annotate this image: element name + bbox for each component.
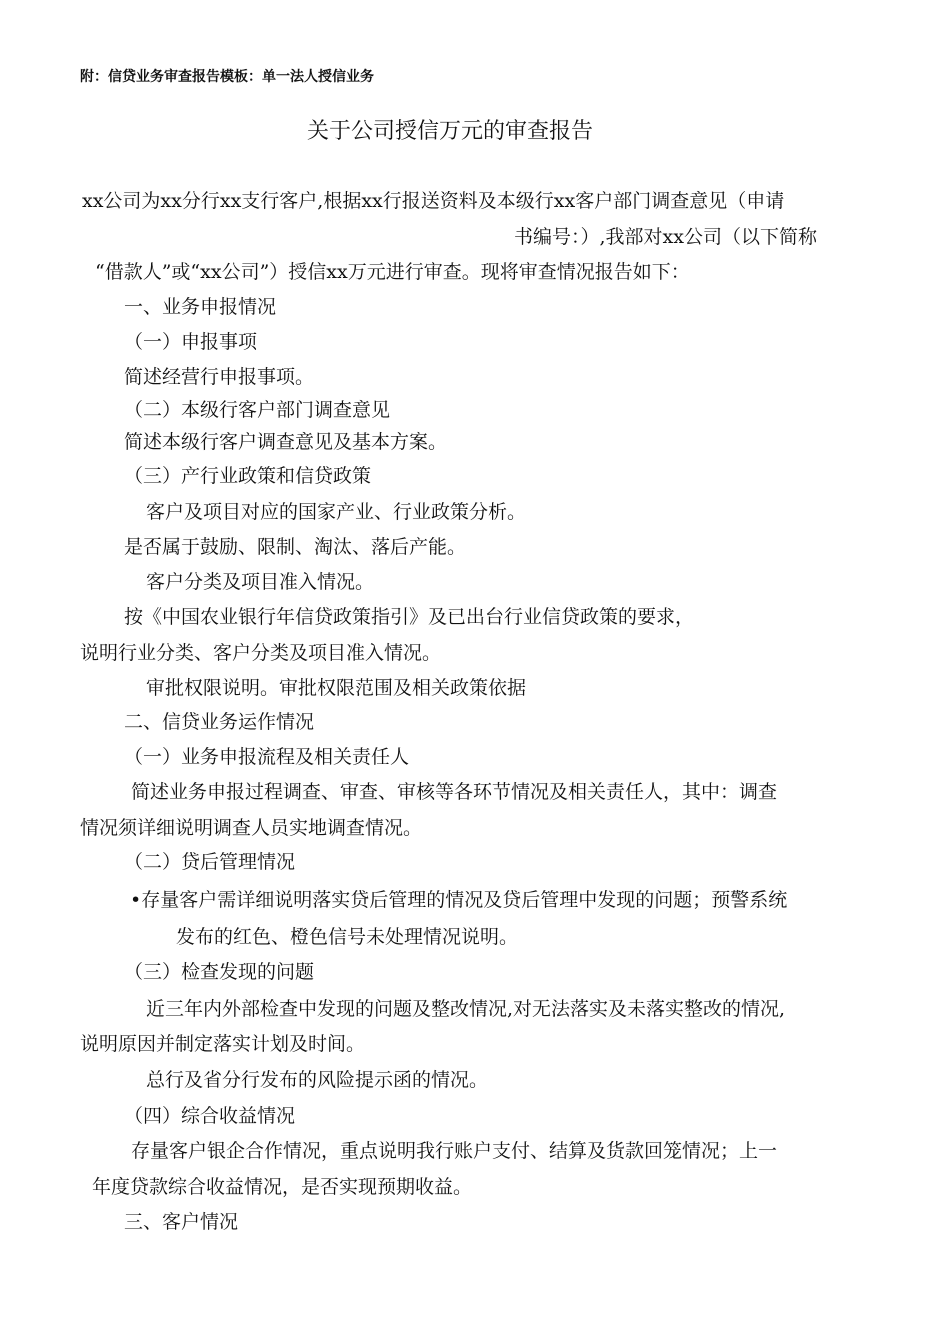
section-2-sub-1-heading: （一）业务申报流程及相关责任人	[124, 746, 410, 768]
section-2-sub-1-line: 简述业务申报过程调查、审查、审核等各环节情况及相关责任人，其中：调查	[131, 781, 778, 803]
section-1-sub-3-line: 是否属于鼓励、限制、淘汰、落后产能。	[124, 536, 467, 558]
section-2-heading: 二、信贷业务运作情况	[124, 711, 315, 733]
intro-line-3: “借款人”或“xx公司”）授信xx万元进行审查。现将审查情况报告如下：	[95, 261, 690, 283]
section-2-sub-4-line: 存量客户银企合作情况，重点说明我行账户支付、结算及货款回笼情况；上一	[131, 1140, 778, 1162]
section-2-sub-3-line: 说明原因并制定落实计划及时间。	[80, 1033, 366, 1055]
section-2-sub-2-heading: （二）贷后管理情况	[124, 851, 296, 873]
section-2-sub-4-line: 年度贷款综合收益情况，是否实现预期收益。	[92, 1176, 473, 1198]
section-2-sub-3-line: 总行及省分行发布的风险提示函的情况。	[146, 1069, 489, 1091]
intro-line-1: xx公司为xx分行xx支行客户,根据xx行报送资料及本级行xx客户部门调查意见（申请	[82, 190, 785, 212]
section-2-sub-3-line: 近三年内外部检查中发现的问题及整改情况,对无法落实及未落实整改的情况,	[146, 998, 786, 1020]
document-title: 关于公司授信万元的审查报告	[307, 119, 594, 144]
section-1-sub-2-text: 简述本级行客户调查意见及基本方案。	[124, 431, 448, 453]
section-2-sub-4-heading: （四）综合收益情况	[124, 1105, 296, 1127]
section-1-sub-3-heading: （三）产行业政策和信贷政策	[124, 465, 372, 487]
section-1-sub-3-line: 说明行业分类、客户分类及项目准入情况。	[80, 642, 442, 664]
section-3-heading: 三、客户情况	[124, 1211, 239, 1233]
section-2-sub-2-line: 发布的红色、橙色信号未处理情况说明。	[176, 926, 519, 948]
section-1-sub-3-line: 客户分类及项目准入情况。	[146, 571, 375, 593]
section-1-sub-2-heading: （二）本级行客户部门调查意见	[124, 399, 391, 421]
section-2-sub-2-line: •存量客户需详细说明落实贷后管理的情况及贷后管理中发现的问题；预警系统	[130, 889, 788, 911]
intro-line-2: 书编号：）,我部对xx公司（以下简称	[514, 226, 817, 248]
section-1-sub-3-line: 客户及项目对应的国家产业、行业政策分析。	[146, 501, 527, 523]
document-header: 附：信贷业务审查报告模板：单一法人授信业务	[80, 69, 374, 85]
section-2-sub-3-heading: （三）检查发现的问题	[124, 961, 315, 983]
section-1-sub-3-line: 审批权限说明。审批权限范围及相关政策依据	[146, 677, 527, 699]
section-1-sub-3-line: 按《中国农业银行年信贷政策指引》及已出台行业信贷政策的要求，	[124, 606, 695, 628]
section-2-sub-1-line: 情况须详细说明调查人员实地调查情况。	[80, 817, 423, 839]
section-1-sub-1-text: 简述经营行申报事项。	[124, 366, 315, 388]
section-1-heading: 一、业务申报情况	[124, 296, 277, 318]
section-1-sub-1-heading: （一）申报事项	[124, 331, 258, 353]
